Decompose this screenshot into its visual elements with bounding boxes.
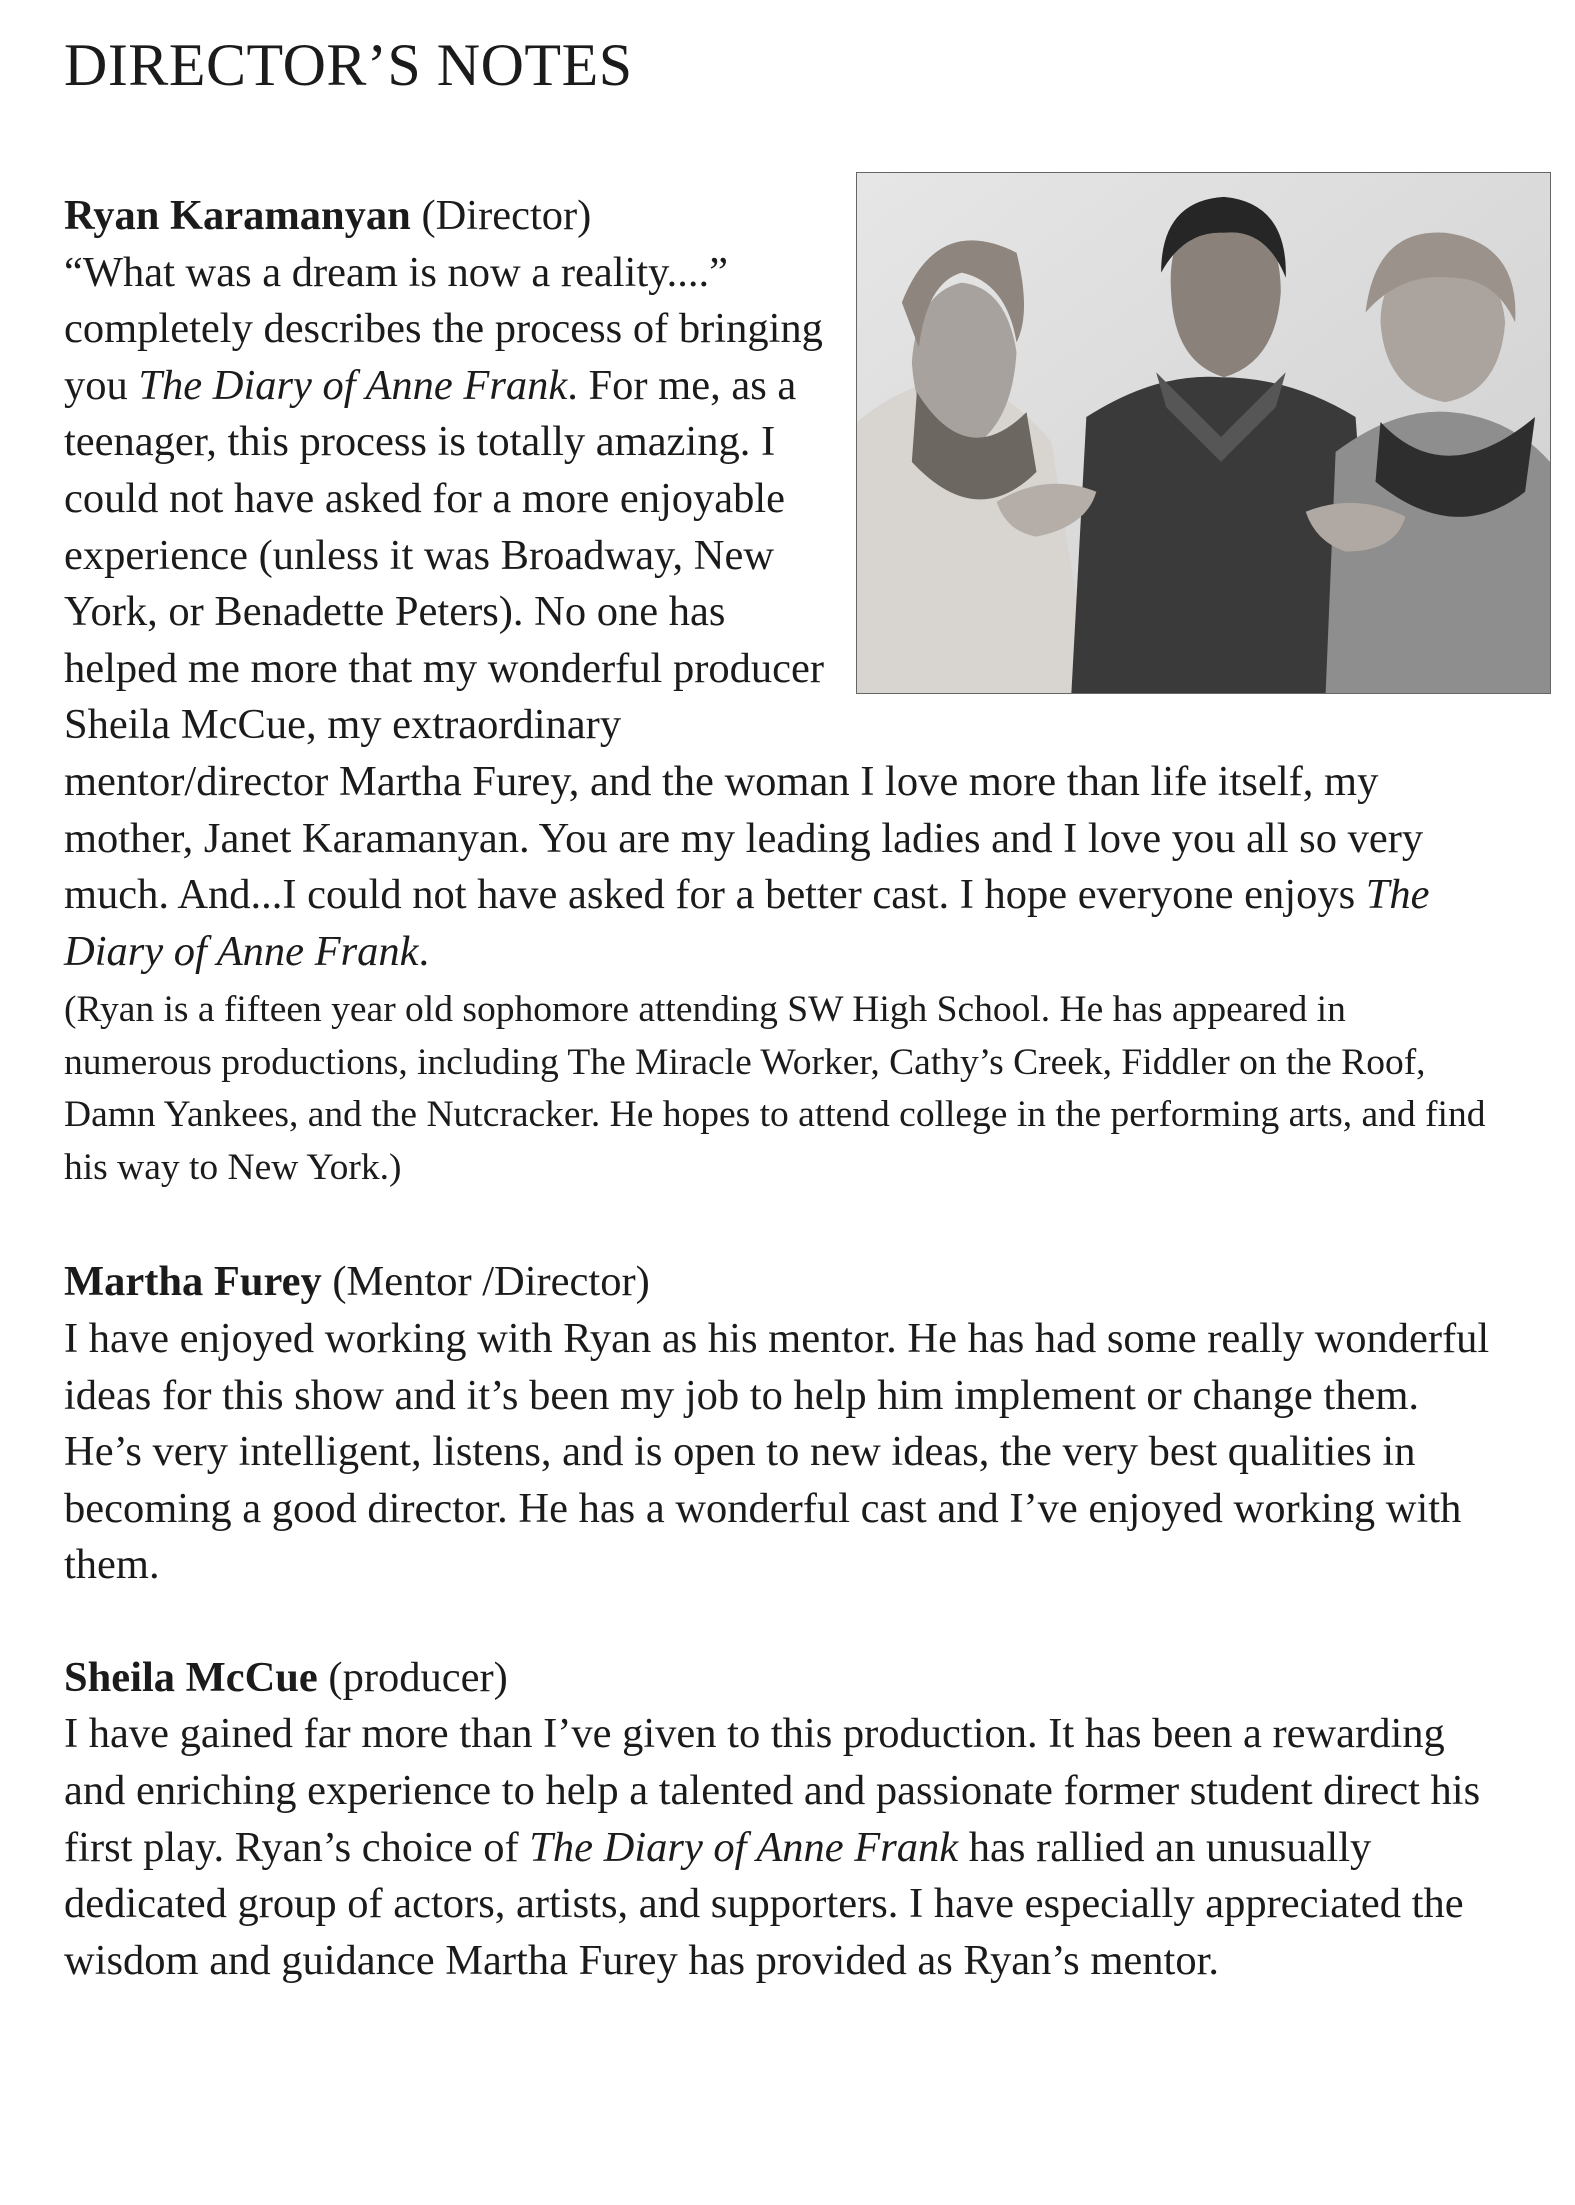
director-bio: (Ryan is a fifteen year old sophomore attending SW High School. He has appeared in numerous productions, including The Miracle Worker, Cathy’s Creek, Fiddler on the Roof, Damn Yankees, and the Nutcracker. He hopes to attend college in the performing arts, and find his way to New York.) xyxy=(64,989,1486,1188)
note-text: I have enjoyed working with Ryan as his mentor. He has had some really wonderful ideas for this show and it’s been my job to help him implement or change them. He’s very intelligent, listens, and is open to new ideas, the very best qualities in becoming a good director. He has a wonderful cast and I’ve enjoyed working with them. xyxy=(64,1314,1490,1589)
note-text xyxy=(64,1706,1501,1989)
person-role: (producer) xyxy=(328,1653,508,1701)
person-name: Sheila McCue xyxy=(64,1653,318,1701)
note-text-part: I have gained far more than I’ve given to this production. It has been a rewarding and enriching experience to help a talented and passionate former student direct his first play. Ryan’s choice of xyxy=(64,1710,1481,1871)
person-name: Ryan Karamanyan xyxy=(64,192,411,239)
director-note-section xyxy=(64,188,1501,1194)
group-photo xyxy=(856,172,1551,694)
note-text-part: has rallied an unusually dedicated group of actors, artists, and supporters. I have especially appreciated the wisdom and guidance Martha Furey has provided as Ryan’s mentor. xyxy=(64,1823,1464,1984)
person-role: (Director) xyxy=(421,192,592,239)
mentor-note-section xyxy=(64,1254,1501,1594)
play-title: The Diary of Anne Frank xyxy=(529,1823,959,1871)
person-role: (Mentor /Director) xyxy=(332,1258,650,1306)
play-title: The Diary of Anne Frank xyxy=(64,871,1430,975)
producer-note-section xyxy=(64,1650,1501,1990)
note-heading xyxy=(64,1650,1501,1707)
note-text-part: . For me, as a teenager, this process is totally amazing. I could not have asked for a more enjoyable experience (unless it was Broadway, New York, or Benadette Peters). No one has helped me more that my wonderful producer Sheila McCue, my extraordinary mentor/director Martha Furey, and the woman I love more than life itself, my mother, Janet Karamanyan. You are my leading ladies and I love you all so very much. And...I could not have asked for a better cast. I hope everyone enjoys xyxy=(64,361,1424,919)
note-text-part: . xyxy=(418,927,430,975)
note-heading xyxy=(64,1254,1501,1311)
play-title: The Diary of Anne Frank xyxy=(138,361,568,409)
note-text-part: “What was a dream is now a reality....” completely describes the process of bringing you xyxy=(64,248,823,409)
person-name: Martha Furey xyxy=(64,1258,322,1306)
page-title: DIRECTOR’S NOTES xyxy=(64,32,633,98)
